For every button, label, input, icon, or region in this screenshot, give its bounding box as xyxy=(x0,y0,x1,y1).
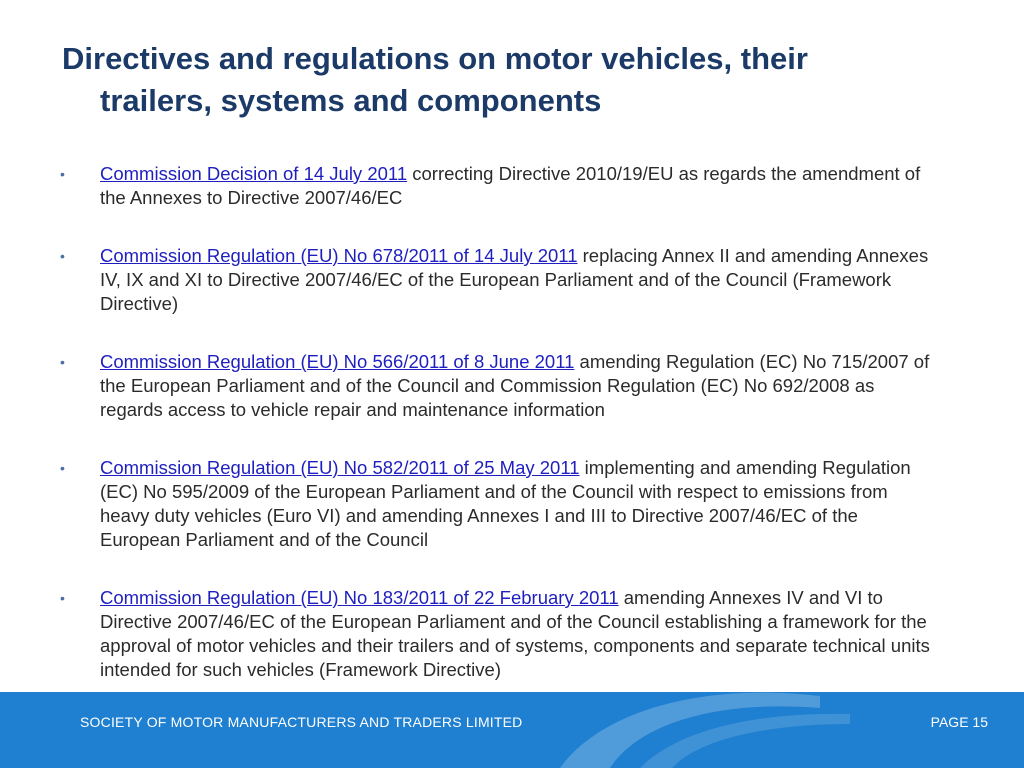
list-item xyxy=(60,162,940,210)
list-item xyxy=(60,350,940,422)
item-description: replacing Annex II and amending Annexes IV, IX and XI to Directive 2007/46/EC of the European Parliament and of the Council (Framework Directive) xyxy=(100,245,929,314)
slide-title-line-2: trailers, systems and components xyxy=(100,83,602,118)
list-item xyxy=(60,456,940,552)
bullet-icon: • xyxy=(60,354,65,370)
regulation-link[interactable]: Commission Regulation (EU) No 183/2011 of 22 February 2011 xyxy=(100,587,619,608)
regulation-link[interactable]: Commission Regulation (EU) No 582/2011 of 25 May 2011 xyxy=(100,457,580,478)
slide-title-line-1: Directives and regulations on motor vehicles, their xyxy=(62,41,808,76)
item-description: amending Annexes IV and VI to Directive 2007/46/EC of the European Parliament and of the Council establishing a framework for the approval of motor vehicles and their trailers and of systems, components and separate technical units intended for such vehicles (Framework Directive) xyxy=(100,587,930,680)
footer-bar xyxy=(0,692,1024,768)
regulation-list xyxy=(60,162,940,682)
bullet-icon: • xyxy=(60,248,65,264)
bullet-icon: • xyxy=(60,460,65,476)
regulation-link[interactable]: Commission Regulation (EU) No 566/2011 of 8 June 2011 xyxy=(100,351,575,372)
bullet-icon: • xyxy=(60,166,65,182)
slide-title xyxy=(62,38,980,122)
list-item xyxy=(60,586,940,682)
bullet-icon: • xyxy=(60,590,65,606)
item-description: amending Regulation (EC) No 715/2007 of the European Parliament and of the Council and Commission Regulation (EC) No 692/2008 as regards access to vehicle repair and maintenance information xyxy=(100,351,930,420)
regulation-link[interactable]: Commission Decision of 14 July 2011 xyxy=(100,163,408,184)
list-item xyxy=(60,244,940,316)
page-number: PAGE 15 xyxy=(930,714,988,730)
item-description: implementing and amending Regulation (EC) No 595/2009 of the European Parliament and of the Council with respect to emissions from heavy duty vehicles (Euro VI) and amending Annexes I and III to Directive 2007/46/EC of the European Parliament and of the Council xyxy=(100,457,911,550)
footer-organization: SOCIETY OF MOTOR MANUFACTURERS AND TRADERS LIMITED xyxy=(80,714,523,730)
footer-swoosh-graphic xyxy=(0,692,1024,768)
item-description: correcting Directive 2010/19/EU as regards the amendment of the Annexes to Directive 2007/46/EC xyxy=(100,163,921,208)
regulation-link[interactable]: Commission Regulation (EU) No 678/2011 of 14 July 2011 xyxy=(100,245,578,266)
